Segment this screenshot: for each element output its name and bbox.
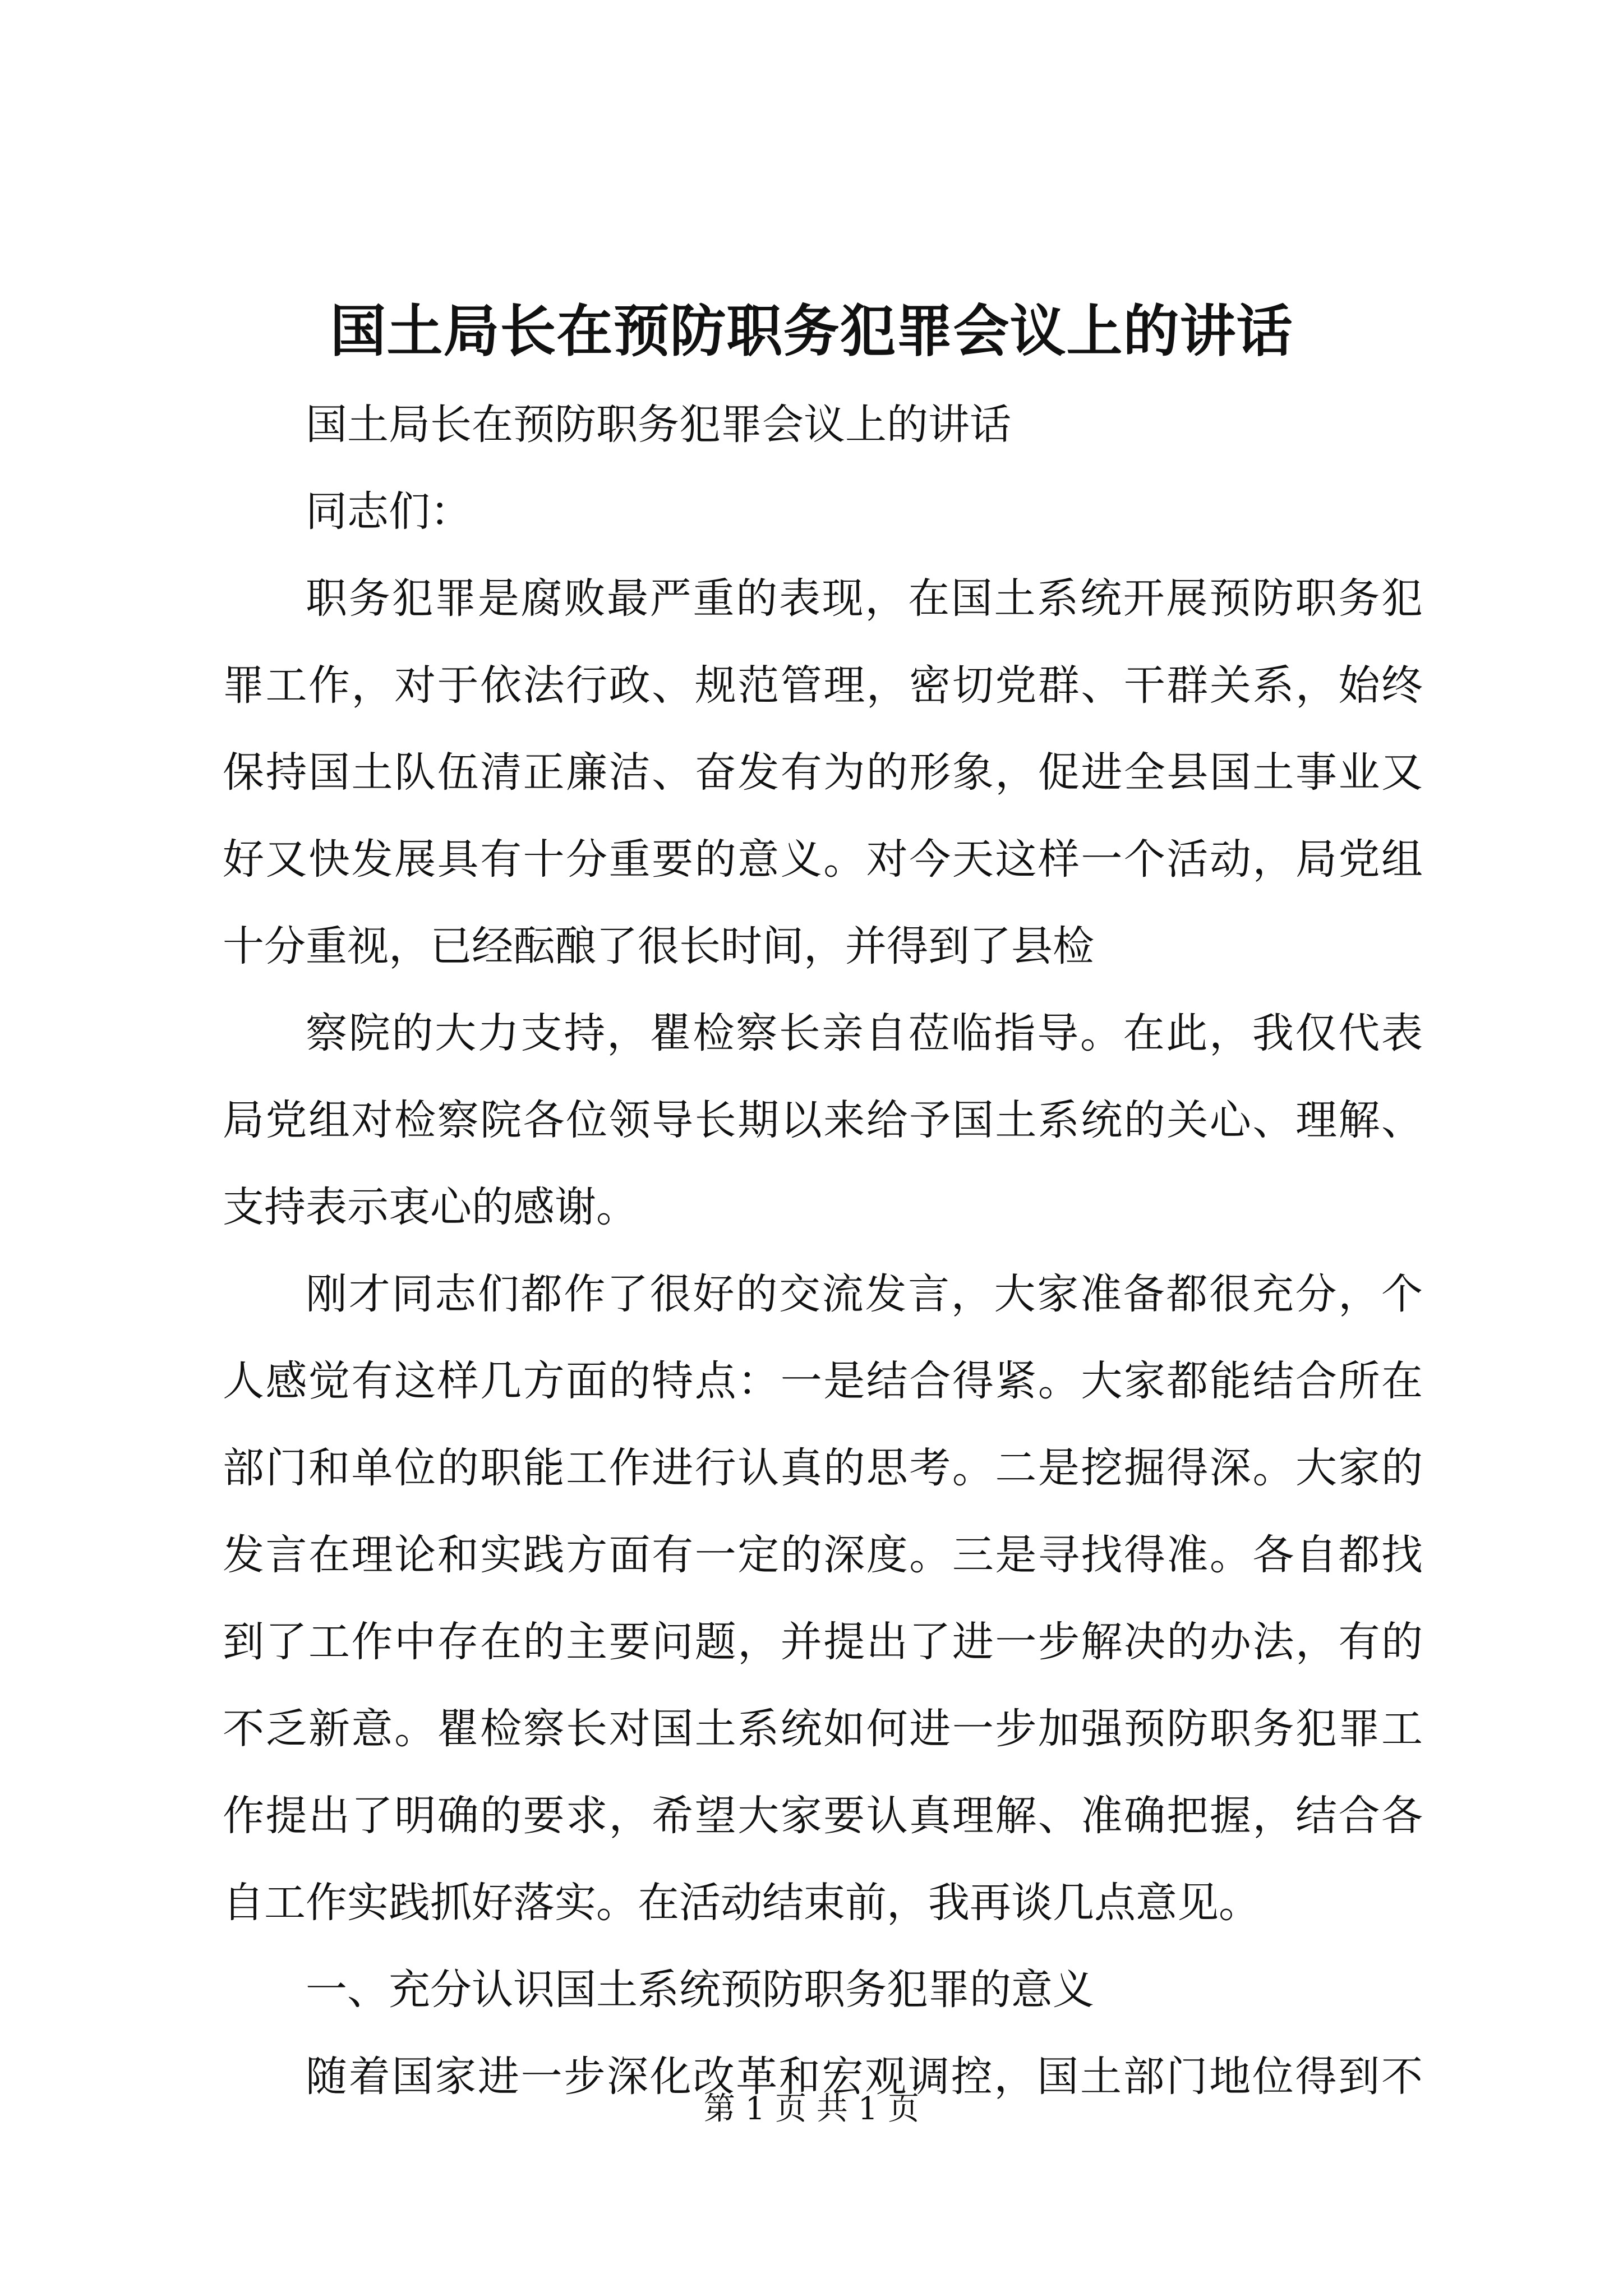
paragraph-line: 到了工作中存在的主要问题，并提出了进一步解决的办法，有的 [223, 1618, 1423, 1666]
paragraph-line: 好又快发展具有十分重要的意义。对今天这样一个活动，局党组 [223, 835, 1423, 884]
paragraph-line: 刚才同志们都作了很好的交流发言，大家准备都很充分，个 [306, 1270, 1423, 1318]
paragraph-line: 罪工作，对于依法行政、规范管理，密切党群、干群关系，始终 [223, 661, 1423, 710]
section-heading: 一、充分认识国土系统预防职务犯罪的意义 [306, 1966, 1094, 2014]
subtitle-line: 国土局长在预防职务犯罪会议上的讲话 [306, 401, 1011, 449]
paragraph-line: 局党组对检察院各位领导长期以来给予国土系统的关心、理解、 [223, 1096, 1423, 1144]
paragraph-line: 保持国土队伍清正廉洁、奋发有为的形象，促进全县国土事业又 [223, 748, 1423, 797]
paragraph-line: 职务犯罪是腐败最严重的表现，在国土系统开展预防职务犯 [306, 574, 1423, 623]
paragraph-line: 发言在理论和实践方面有一定的深度。三是寻找得准。各自都找 [223, 1531, 1423, 1579]
paragraph-line: 随着国家进一步深化改革和宏观调控，国土部门地位得到不 [306, 2053, 1423, 2101]
paragraph-line: 人感觉有这样几方面的特点：一是结合得紧。大家都能结合所在 [223, 1357, 1423, 1405]
paragraph-line: 十分重视，已经酝酿了很长时间，并得到了县检 [223, 922, 1094, 970]
page-footer: 第 1 页 共 1 页 [703, 2091, 920, 2127]
paragraph-line: 作提出了明确的要求，希望大家要认真理解、准确把握，结合各 [223, 1792, 1423, 1840]
document-title: 国土局长在预防职务犯罪会议上的讲话 [330, 298, 1293, 364]
document-body [223, 381, 1423, 2120]
paragraph-line: 部门和单位的职能工作进行认真的思考。二是挖掘得深。大家的 [223, 1444, 1423, 1492]
salutation-line: 同志们： [306, 487, 472, 536]
paragraph-line: 支持表示衷心的感谢。 [223, 1183, 638, 1231]
paragraph-line: 察院的大力支持，瞿检察长亲自莅临指导。在此，我仅代表 [306, 1009, 1423, 1057]
paragraph-line: 不乏新意。瞿检察长对国土系统如何进一步加强预防职务犯罪工 [223, 1705, 1423, 1753]
paragraph-line: 自工作实践抓好落实。在活动结束前，我再谈几点意见。 [223, 1879, 1260, 1927]
